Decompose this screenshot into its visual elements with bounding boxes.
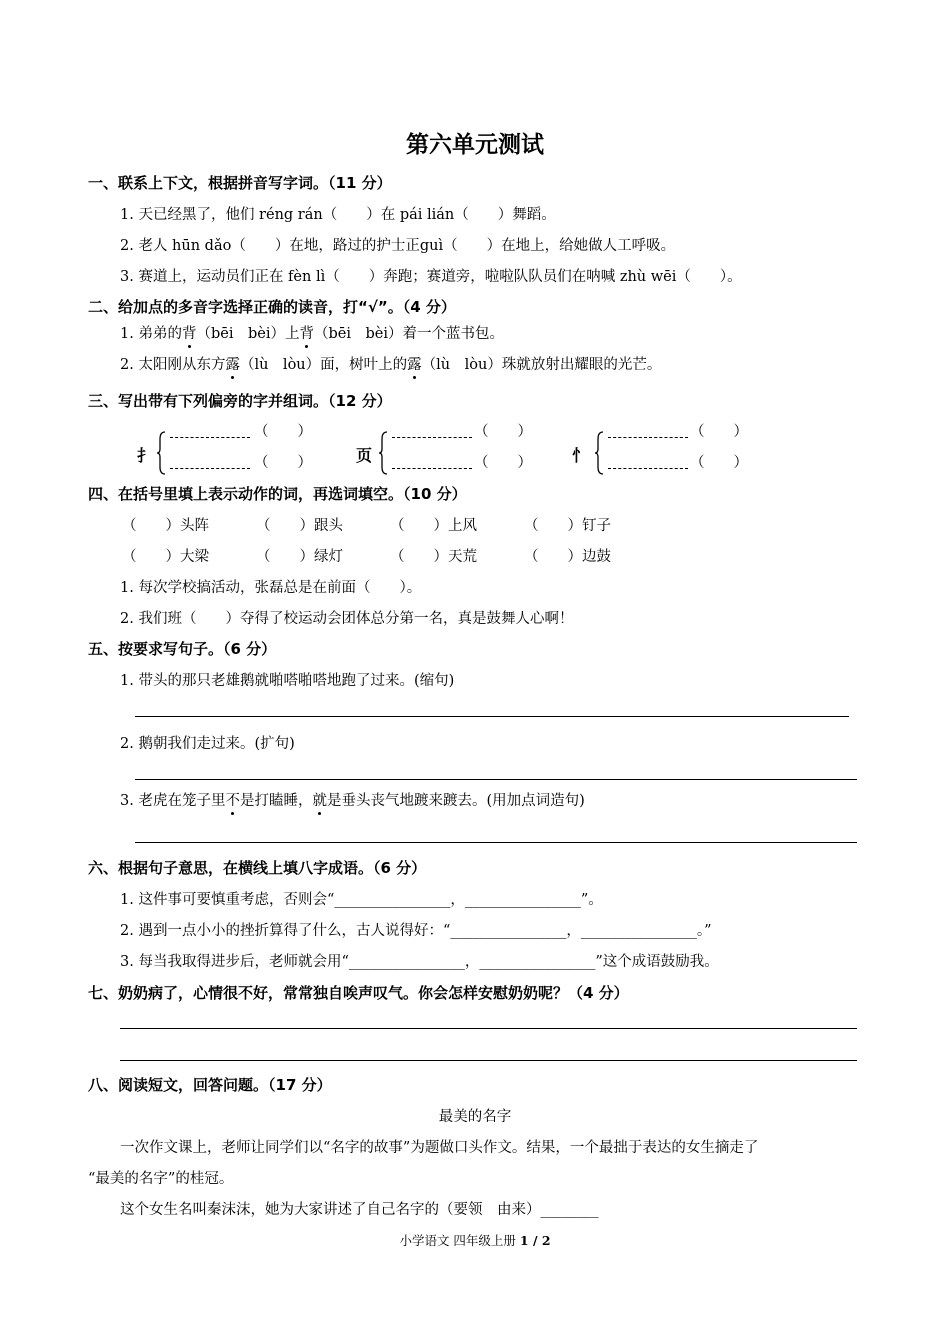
answer-paren: （ ） <box>254 455 312 471</box>
answer-paren: （ ） <box>474 455 532 471</box>
s4-phrase: （ ）钉子 <box>524 518 611 534</box>
s2-question-1: 1. 弟弟的背（bēi bèi）上背（bēi bèi）着一个蓝书包。 <box>120 322 504 343</box>
answer-dash-line <box>392 468 472 469</box>
s5-question-3: 3. 老虎在笼子里不是打瞌睡，就是垂头丧气地踱来踱去。(用加点词造句) <box>120 789 585 810</box>
s4-phrase: （ ）大梁 <box>122 549 209 565</box>
answer-dash-line <box>608 437 688 438</box>
dotted-char: 背 <box>182 322 197 343</box>
s4-phrase: （ ）上风 <box>390 518 477 534</box>
section-2-heading: 二、给加点的多音字选择正确的读音，打“√”。（4 分） <box>88 298 456 316</box>
section-8-heading: 八、阅读短文，回答问题。（17 分） <box>88 1076 332 1094</box>
answer-line <box>120 1060 857 1061</box>
section-4-heading: 四、在括号里填上表示动作的词，再选词填空。（10 分） <box>88 485 467 503</box>
dotted-char: 露 <box>407 353 422 374</box>
s6-question-2: 2. 遇到一点小小的挫折算得了什么，古人说得好：“________________，________________。” <box>120 923 712 939</box>
s5-question-2: 2. 鹅朝我们走过来。(扩句) <box>120 736 295 752</box>
s6-question-3: 3. 每当我取得进步后，老师就会用“________________，________________”这个成语鼓励我。 <box>120 954 719 970</box>
passage-paragraph-1: 一次作文课上，老师让同学们以“名字的故事”为题做口头作文。结果，一个最拙于表达的女生摘走了 <box>120 1140 759 1156</box>
s1-question-2: 2. 老人 hūn dǎo（ ）在地，路过的护士正guì（ ）在地上，给她做人工呼吸。 <box>120 238 676 254</box>
dotted-char: 就 <box>312 789 327 810</box>
answer-paren: （ ） <box>254 424 312 440</box>
brace-icon <box>378 431 388 475</box>
page-number: 1 / 2 <box>519 1233 551 1248</box>
s4-phrase: （ ）边鼓 <box>524 549 611 565</box>
s5-question-1: 1. 带头的那只老雄鹅就啪嗒啪嗒地跑了过来。(缩句) <box>120 673 455 689</box>
answer-dash-line <box>392 437 472 438</box>
s2-question-2: 2. 太阳刚从东方露（lù lòu）面，树叶上的露（lù lòu）珠就放射出耀眼的光芒。 <box>120 353 661 374</box>
s4-phrase: （ ）绿灯 <box>256 549 343 565</box>
brace-icon <box>156 431 166 475</box>
radical-label: 页 <box>356 446 373 465</box>
section-1-heading: 一、联系上下文，根据拼音写字词。（11 分） <box>88 174 392 192</box>
answer-paren: （ ） <box>690 424 748 440</box>
page-title: 第六单元测试 <box>406 132 544 158</box>
answer-line <box>135 779 857 780</box>
page-footer <box>0 1231 950 1249</box>
answer-dash-line <box>170 468 250 469</box>
s4-phrase: （ ）头阵 <box>122 518 209 534</box>
passage-paragraph-1-cont: “最美的名字”的桂冠。 <box>88 1171 234 1187</box>
radical-label: 扌 <box>137 446 154 465</box>
s4-phrase: （ ）天荒 <box>390 549 477 565</box>
passage-paragraph-2: 这个女生名叫秦沫沫，她为大家讲述了自己名字的（要领 由来）________ <box>120 1202 599 1218</box>
answer-line <box>135 842 857 843</box>
answer-dash-line <box>170 437 250 438</box>
brace-icon <box>594 431 604 475</box>
section-3-heading: 三、写出带有下列偏旁的字并组词。（12 分） <box>88 392 392 410</box>
s1-question-3: 3. 赛道上，运动员们正在 fèn lì（ ）奔跑；赛道旁，啦啦队队员们在呐喊 zhù wēi（ ）。 <box>120 269 742 285</box>
s6-question-1: 1. 这件事可要慎重考虑，否则会“________________，________________”。 <box>120 892 603 908</box>
footer-text: 小学语文 四年级上册 <box>399 1233 520 1248</box>
s1-question-1: 1. 天已经黑了，他们 réng rán（ ）在 pái lián（ ）舞蹈。 <box>120 207 556 223</box>
s4-phrase: （ ）跟头 <box>256 518 343 534</box>
answer-paren: （ ） <box>474 424 532 440</box>
answer-line <box>135 716 849 717</box>
section-6-heading: 六、根据句子意思，在横线上填八字成语。（6 分） <box>88 859 427 877</box>
answer-dash-line <box>608 468 688 469</box>
dotted-char: 不 <box>225 789 240 810</box>
s4-question-1: 1. 每次学校搞活动，张磊总是在前面（ ）。 <box>120 580 422 596</box>
dotted-char: 背 <box>299 322 314 343</box>
answer-line <box>120 1028 857 1029</box>
radical-label: 忄 <box>572 446 589 465</box>
section-7-heading: 七、奶奶病了，心情很不好，常常独自唉声叹气。你会怎样安慰奶奶呢？（4 分） <box>88 984 629 1002</box>
s4-question-2: 2. 我们班（ ）夺得了校运动会团体总分第一名，真是鼓舞人心啊！ <box>120 611 574 627</box>
passage-title: 最美的名字 <box>438 1109 512 1125</box>
dotted-char: 露 <box>225 353 240 374</box>
section-5-heading: 五、按要求写句子。（6 分） <box>88 640 277 658</box>
answer-paren: （ ） <box>690 455 748 471</box>
